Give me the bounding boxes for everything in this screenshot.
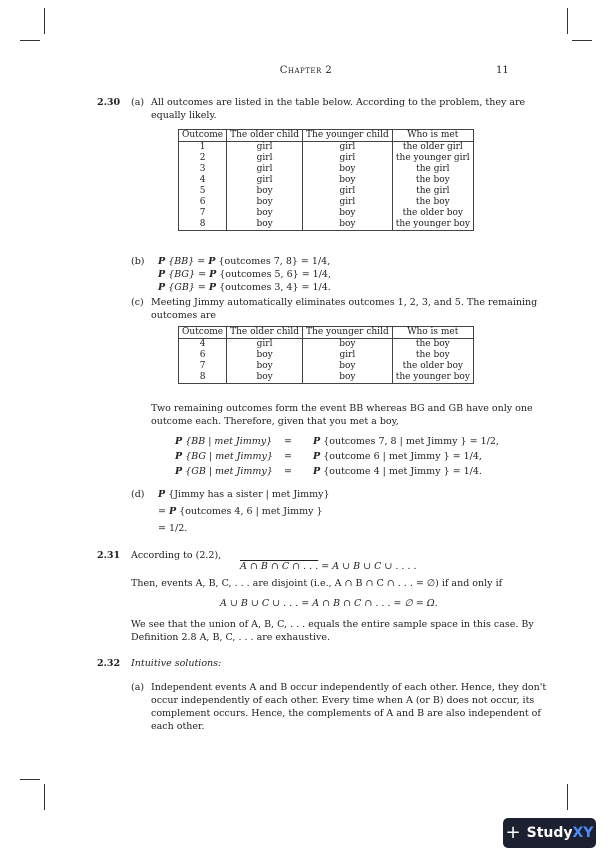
paragraph-line: occur independently of each other. Every time when A (or B) does not occur, its bbox=[151, 695, 535, 706]
table-cell: boy bbox=[227, 197, 303, 208]
table-cell: girl bbox=[303, 142, 393, 154]
paragraph-line: Definition 2.8 A, B, C, . . . are exhaustive. bbox=[131, 632, 331, 643]
table-cell: the boy bbox=[392, 350, 473, 361]
table-cell: the older boy bbox=[392, 208, 473, 219]
table-row bbox=[179, 197, 474, 208]
equals-sign: = bbox=[284, 451, 292, 462]
conditional-equation-rhs: P {outcome 4 | met Jimmy } = 1/4. bbox=[313, 466, 482, 477]
table-cell: the girl bbox=[392, 164, 473, 175]
equals-sign: = bbox=[284, 466, 292, 477]
column-header: The younger child bbox=[303, 130, 393, 142]
conditional-equation: P {GB | met Jimmy} bbox=[175, 466, 273, 477]
equals-sign: = bbox=[284, 436, 292, 447]
table-row bbox=[179, 142, 474, 154]
paragraph-line: Intuitive solutions: bbox=[131, 658, 222, 669]
table-cell: 4 bbox=[179, 175, 227, 186]
logo-text: Study bbox=[526, 824, 573, 841]
equation-line: = 1/2. bbox=[158, 523, 188, 534]
table-cell: girl bbox=[227, 142, 303, 154]
table-row bbox=[179, 208, 474, 219]
table-cell: girl bbox=[227, 175, 303, 186]
table-cell: girl bbox=[303, 350, 393, 361]
table-row bbox=[179, 186, 474, 197]
equation-line: P {GB} = P {outcomes 3, 4} = 1/4. bbox=[158, 282, 331, 293]
table-cell: 3 bbox=[179, 164, 227, 175]
crop-mark bbox=[567, 8, 568, 34]
table-cell: boy bbox=[303, 339, 393, 351]
table-cell: the younger girl bbox=[392, 153, 473, 164]
table-cell: boy bbox=[303, 164, 393, 175]
table-cell: girl bbox=[227, 153, 303, 164]
logo-text-accent: XY bbox=[572, 824, 594, 841]
table-row bbox=[179, 153, 474, 164]
table-row bbox=[179, 350, 474, 361]
table-header-row bbox=[179, 327, 474, 339]
table-cell: boy bbox=[227, 350, 303, 361]
table-cell: girl bbox=[303, 197, 393, 208]
table-cell: boy bbox=[227, 372, 303, 384]
conditional-equation: P {BB | met Jimmy} bbox=[175, 436, 273, 447]
table-cell: 8 bbox=[179, 372, 227, 384]
paragraph-line: Meeting Jimmy automatically eliminates outcomes 1, 2, 3, and 5. The remaining bbox=[151, 297, 538, 308]
column-header: The older child bbox=[227, 327, 303, 339]
table-cell: girl bbox=[303, 153, 393, 164]
table-cell: 8 bbox=[179, 219, 227, 231]
paragraph-line: each other. bbox=[151, 721, 205, 732]
table-row bbox=[179, 164, 474, 175]
crop-mark bbox=[567, 784, 568, 810]
column-header: The younger child bbox=[303, 327, 393, 339]
table-cell: the boy bbox=[392, 197, 473, 208]
table-cell: 5 bbox=[179, 186, 227, 197]
table-cell: boy bbox=[227, 361, 303, 372]
table-cell: boy bbox=[227, 219, 303, 231]
paragraph-line: outcome each. Therefore, given that you met a boy, bbox=[151, 416, 399, 427]
table-row bbox=[179, 219, 474, 231]
crop-mark bbox=[44, 8, 45, 34]
table-cell: the younger boy bbox=[392, 372, 473, 384]
column-header: Outcome bbox=[179, 327, 227, 339]
paragraph-line: We see that the union of A, B, C, . . . equals the entire sample space in this case. By bbox=[131, 619, 534, 630]
crop-mark bbox=[44, 784, 45, 810]
table-cell: boy bbox=[303, 175, 393, 186]
problem-number: 2.32 bbox=[97, 658, 121, 669]
table-cell: the girl bbox=[392, 186, 473, 197]
studyxy-logo[interactable] bbox=[503, 818, 596, 848]
paragraph-line: complement occurs. Hence, the complements of A and B are also independent of bbox=[151, 708, 541, 719]
problem-number: 2.30 bbox=[97, 97, 121, 108]
table-cell: 6 bbox=[179, 350, 227, 361]
table-cell: boy bbox=[227, 208, 303, 219]
table-cell: girl bbox=[227, 339, 303, 351]
column-header: Who is met bbox=[392, 327, 473, 339]
part-label: (b) bbox=[131, 256, 145, 267]
paragraph-line: outcomes are bbox=[151, 310, 217, 321]
conditional-equation-rhs: P {outcomes 7, 8 | met Jimmy } = 1/2, bbox=[313, 436, 499, 447]
problem-number: 2.31 bbox=[97, 550, 121, 561]
crop-mark bbox=[572, 40, 592, 41]
conditional-equation: P {BG | met Jimmy} bbox=[175, 451, 273, 462]
table-row bbox=[179, 372, 474, 384]
part-label: (a) bbox=[131, 682, 145, 693]
table-cell: girl bbox=[227, 164, 303, 175]
crop-mark bbox=[20, 40, 40, 41]
table-cell: 7 bbox=[179, 361, 227, 372]
table-cell: boy bbox=[303, 219, 393, 231]
part-label: (c) bbox=[131, 297, 144, 308]
exhaustive-equation: A ∪ B ∪ C ∪ . . . = A ∩ B ∩ C ∩ . . . = ∅ = Ω. bbox=[220, 598, 438, 609]
table-cell: 1 bbox=[179, 142, 227, 154]
table-cell: boy bbox=[303, 361, 393, 372]
crop-mark bbox=[20, 779, 40, 780]
table-cell: girl bbox=[303, 186, 393, 197]
table-cell: 7 bbox=[179, 208, 227, 219]
column-header: Who is met bbox=[392, 130, 473, 142]
table-header-row bbox=[179, 130, 474, 142]
part-label: (d) bbox=[131, 489, 145, 500]
paragraph-line: According to (2.2), bbox=[131, 550, 222, 561]
table-cell: boy bbox=[303, 208, 393, 219]
remaining-outcome-table bbox=[178, 326, 474, 384]
table-cell: boy bbox=[303, 372, 393, 384]
plus-icon: + bbox=[505, 822, 521, 844]
paragraph-line: equally likely. bbox=[151, 110, 217, 121]
paragraph-line: Then, events A, B, C, . . . are disjoint (i.e., A ∩ B ∩ C ∩ . . . = ∅) if and only if bbox=[131, 578, 503, 589]
table-cell: boy bbox=[227, 186, 303, 197]
paragraph-line: Two remaining outcomes form the event BB whereas BG and GB have only one bbox=[151, 403, 533, 414]
equation-line: = P {outcomes 4, 6 | met Jimmy } bbox=[158, 506, 323, 517]
equation-line: P {Jimmy has a sister | met Jimmy} bbox=[158, 489, 330, 500]
column-header: Outcome bbox=[179, 130, 227, 142]
table-cell: the boy bbox=[392, 339, 473, 351]
table-row bbox=[179, 361, 474, 372]
table-cell: 2 bbox=[179, 153, 227, 164]
equation-line: P {BB} = P {outcomes 7, 8} = 1/4, bbox=[158, 256, 331, 267]
column-header: The older child bbox=[227, 130, 303, 142]
page-number: 11 bbox=[496, 65, 509, 76]
table-cell: 4 bbox=[179, 339, 227, 351]
de-morgan-equation: A ∩ B ∩ C ∩ . . . = A ∪ B ∪ C ∪ . . . . bbox=[240, 561, 417, 572]
table-cell: 6 bbox=[179, 197, 227, 208]
paragraph-line: All outcomes are listed in the table below. According to the problem, they are bbox=[151, 97, 526, 108]
table-cell: the older boy bbox=[392, 361, 473, 372]
outcome-table bbox=[178, 129, 474, 231]
conditional-equation-rhs: P {outcome 6 | met Jimmy } = 1/4, bbox=[313, 451, 482, 462]
table-row bbox=[179, 339, 474, 351]
equation-line: P {BG} = P {outcomes 5, 6} = 1/4, bbox=[158, 269, 331, 280]
table-cell: the boy bbox=[392, 175, 473, 186]
table-cell: the older girl bbox=[392, 142, 473, 154]
chapter-title: Chapter 2 bbox=[279, 65, 333, 76]
part-label: (a) bbox=[131, 97, 145, 108]
table-cell: the younger boy bbox=[392, 219, 473, 231]
paragraph-line: Independent events A and B occur independently of each other. Hence, they don't bbox=[151, 682, 547, 693]
table-row bbox=[179, 175, 474, 186]
